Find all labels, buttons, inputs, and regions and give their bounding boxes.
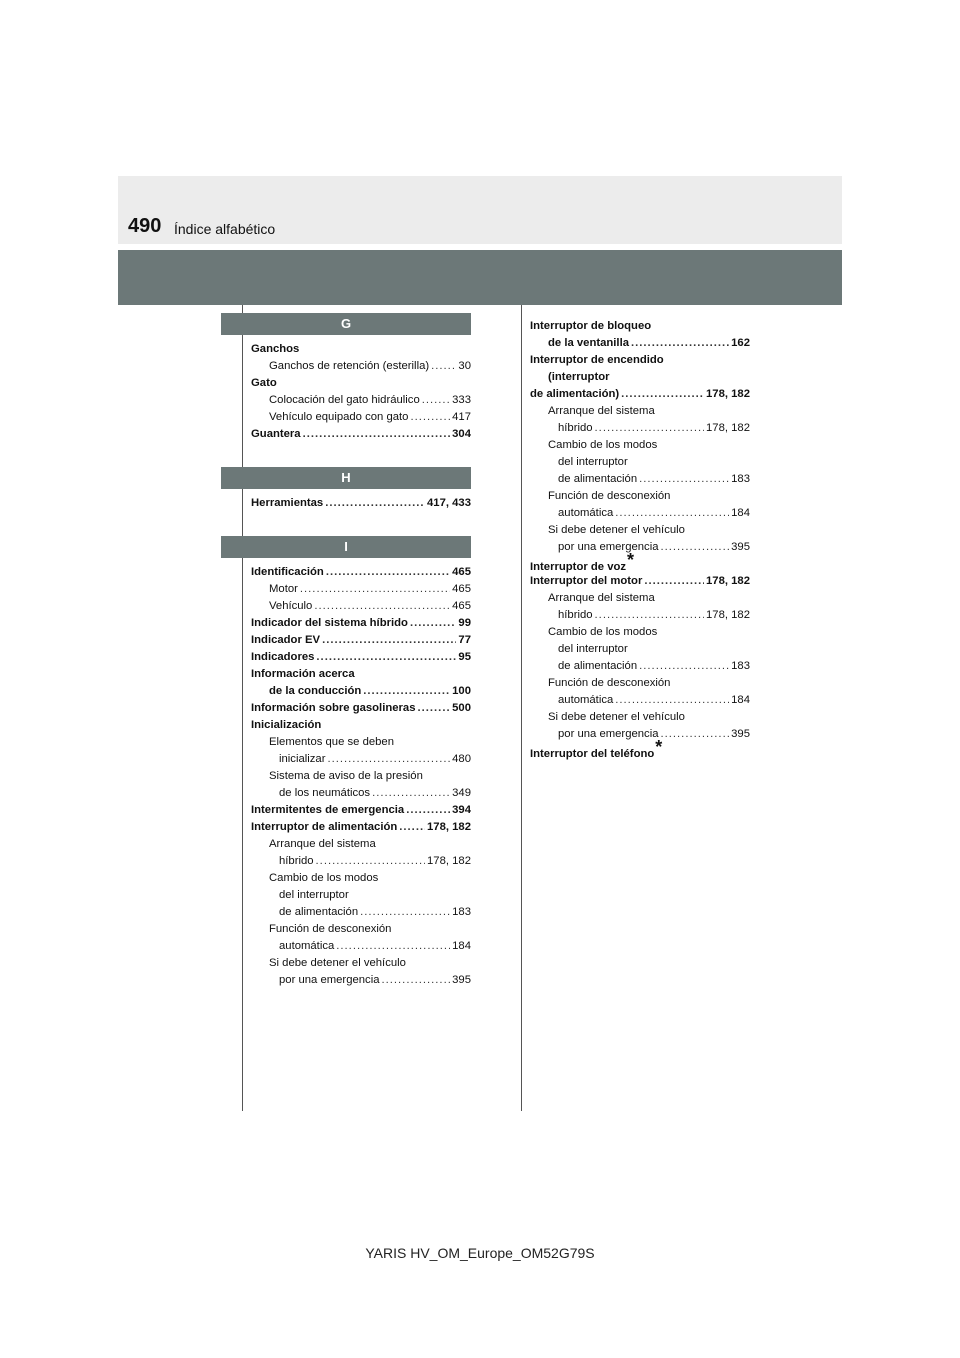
entry-text: Interruptor de bloqueo xyxy=(530,320,652,332)
dot-leader xyxy=(300,581,450,598)
dot-leader xyxy=(595,607,704,624)
page-reference: 183 xyxy=(452,906,471,918)
entry-text: Indicador EV xyxy=(251,634,321,646)
entry-text: del interruptor xyxy=(558,643,628,655)
entry-text: Interruptor de voz xyxy=(530,561,627,573)
index-entry xyxy=(251,938,471,955)
entry-text: inicializar xyxy=(279,753,326,765)
entry-text: Inicialización xyxy=(251,719,322,731)
section-letter-header: I xyxy=(221,536,471,558)
page-reference: 417 xyxy=(452,411,471,423)
entry-text: de los neumáticos xyxy=(279,787,371,799)
index-entry xyxy=(251,853,471,870)
entry-text: Intermitentes de emergencia xyxy=(251,804,405,816)
index-entry xyxy=(530,488,750,505)
index-entry xyxy=(251,649,471,666)
dot-leader xyxy=(660,726,729,743)
entry-text: automática xyxy=(558,694,614,706)
index-column-2 xyxy=(530,318,750,760)
entry-text: Si debe detener el vehículo xyxy=(548,524,685,536)
index-entry xyxy=(530,550,750,573)
entry-text: de la conducción xyxy=(269,685,362,697)
page-reference: 178, 182 xyxy=(427,855,471,867)
page-reference: 95 xyxy=(458,651,471,663)
page-reference: 349 xyxy=(452,787,471,799)
entry-text: Arranque del sistema xyxy=(548,592,655,604)
index-entry xyxy=(530,403,750,420)
entry-text: Gato xyxy=(251,377,277,389)
page-reference: 30 xyxy=(458,360,471,372)
dot-leader xyxy=(410,409,450,426)
entry-text: Función de desconexión xyxy=(269,923,392,935)
page-reference: 178, 182 xyxy=(706,422,750,434)
index-entry xyxy=(251,836,471,853)
index-entry xyxy=(251,785,471,802)
entry-text: Información sobre gasolineras xyxy=(251,702,416,714)
entry-text: Vehículo xyxy=(269,600,313,612)
entry-text: de alimentación xyxy=(279,906,359,918)
dot-leader xyxy=(399,819,425,836)
page-reference: 100 xyxy=(452,685,471,697)
column-rule-right xyxy=(521,305,522,1111)
index-entry xyxy=(530,590,750,607)
page-reference: 184 xyxy=(731,694,750,706)
entry-text: por una emergencia xyxy=(558,541,659,553)
index-entry xyxy=(251,375,471,392)
index-entry xyxy=(530,624,750,641)
dot-leader xyxy=(372,785,450,802)
entry-text: Motor xyxy=(269,583,298,595)
dot-leader xyxy=(381,972,450,989)
entry-text: Interruptor del motor xyxy=(530,575,643,587)
page-reference: 395 xyxy=(731,728,750,740)
index-entry xyxy=(251,972,471,989)
entry-text: Indicadores xyxy=(251,651,315,663)
index-entry xyxy=(530,318,750,335)
chapter-band xyxy=(118,250,842,305)
page-reference: 395 xyxy=(731,541,750,553)
index-entry xyxy=(530,641,750,658)
entry-text: por una emergencia xyxy=(279,974,380,986)
entry-text: híbrido xyxy=(558,422,593,434)
entry-text: Si debe detener el vehículo xyxy=(548,711,685,723)
page-reference: 394 xyxy=(452,804,471,816)
section-entries xyxy=(251,335,471,443)
dot-leader xyxy=(621,386,704,403)
index-entry xyxy=(251,392,471,409)
entry-text: de alimentación xyxy=(558,473,638,485)
index-entry xyxy=(530,437,750,454)
index-entry xyxy=(251,564,471,581)
column-rule-left xyxy=(242,305,243,1111)
page-reference: 162 xyxy=(731,337,750,349)
asterisk-mark: * xyxy=(627,550,635,570)
entry-text: Arranque del sistema xyxy=(548,405,655,417)
dot-leader xyxy=(303,426,451,443)
dot-leader xyxy=(316,853,425,870)
index-entry xyxy=(251,426,471,443)
index-entry xyxy=(530,607,750,624)
index-entry xyxy=(251,581,471,598)
dot-leader xyxy=(631,335,729,352)
dot-leader xyxy=(639,658,729,675)
dot-leader xyxy=(431,358,456,375)
index-entry xyxy=(251,700,471,717)
dot-leader xyxy=(639,471,729,488)
entry-text: de la ventanilla xyxy=(548,337,629,349)
page-reference: 178, 182 xyxy=(706,575,750,587)
dot-leader xyxy=(360,904,450,921)
index-entry xyxy=(530,386,750,403)
entry-text: por una emergencia xyxy=(558,728,659,740)
index-entry xyxy=(530,454,750,471)
page-reference: 333 xyxy=(452,394,471,406)
entry-text: Vehículo equipado con gato xyxy=(269,411,409,423)
page-reference: 395 xyxy=(452,974,471,986)
index-entry xyxy=(251,615,471,632)
index-entry xyxy=(251,683,471,700)
dot-leader xyxy=(615,505,729,522)
index-entry xyxy=(530,352,750,369)
entry-text: Indicador del sistema híbrido xyxy=(251,617,408,629)
index-entry xyxy=(251,802,471,819)
dot-leader xyxy=(615,692,729,709)
page-reference: 178, 182 xyxy=(427,821,471,833)
dot-leader xyxy=(363,683,450,700)
page-reference: 183 xyxy=(731,660,750,672)
entry-text: Interruptor de encendido xyxy=(530,354,664,366)
index-entry xyxy=(530,335,750,352)
index-entry xyxy=(251,921,471,938)
page-reference: 99 xyxy=(458,617,471,629)
index-entry xyxy=(251,904,471,921)
entry-text: Identificación xyxy=(251,566,324,578)
entry-text: Cambio de los modos xyxy=(548,626,658,638)
entry-text: híbrido xyxy=(558,609,593,621)
dot-leader xyxy=(595,420,704,437)
entry-text: híbrido xyxy=(279,855,314,867)
index-entry xyxy=(530,505,750,522)
dot-leader xyxy=(644,573,704,590)
index-entry xyxy=(251,409,471,426)
dot-leader xyxy=(325,495,425,512)
page-reference: 184 xyxy=(452,940,471,952)
index-entry xyxy=(530,573,750,590)
index-entry xyxy=(251,358,471,375)
entry-text: Guantera xyxy=(251,428,301,440)
dot-leader xyxy=(410,615,456,632)
dot-leader xyxy=(660,539,729,556)
index-entry xyxy=(530,471,750,488)
section-entries xyxy=(251,558,471,989)
section-letter-header: H xyxy=(221,467,471,489)
entry-text: Interruptor de alimentación xyxy=(251,821,398,833)
index-entry xyxy=(530,675,750,692)
index-entry xyxy=(530,522,750,539)
entry-text: automática xyxy=(558,507,614,519)
entry-text: Función de desconexión xyxy=(548,490,671,502)
index-entry xyxy=(251,734,471,751)
page-reference: 77 xyxy=(458,634,471,646)
index-entry xyxy=(251,955,471,972)
dot-leader xyxy=(417,700,450,717)
index-entry xyxy=(530,539,750,556)
index-entry xyxy=(251,887,471,904)
index-entry xyxy=(251,632,471,649)
asterisk-mark: * xyxy=(655,737,663,757)
entry-text: de alimentación xyxy=(558,660,638,672)
page-reference: 465 xyxy=(452,566,471,578)
dot-leader xyxy=(422,392,450,409)
dot-leader xyxy=(327,751,450,768)
page-reference: 304 xyxy=(452,428,471,440)
entry-text: Arranque del sistema xyxy=(269,838,376,850)
dot-leader xyxy=(326,564,450,581)
entry-text: Herramientas xyxy=(251,497,324,509)
entry-text: Colocación del gato hidráulico xyxy=(269,394,420,406)
entry-text: Ganchos de retención (esterilla) xyxy=(269,360,430,372)
entry-text: Función de desconexión xyxy=(548,677,671,689)
page-reference: 417, 433 xyxy=(427,497,471,509)
index-entry xyxy=(251,751,471,768)
entry-text: Ganchos xyxy=(251,343,300,355)
dot-leader xyxy=(316,649,456,666)
section-entries xyxy=(251,489,471,512)
section-gap xyxy=(251,512,471,536)
page-reference: 183 xyxy=(731,473,750,485)
section-letter-header: G xyxy=(221,313,471,335)
index-entry xyxy=(251,598,471,615)
index-entry xyxy=(530,726,750,743)
entry-text: del interruptor xyxy=(279,889,349,901)
page-reference: 178, 182 xyxy=(706,388,750,400)
page-reference: 465 xyxy=(452,600,471,612)
entry-text: Cambio de los modos xyxy=(548,439,658,451)
page-number: 490 xyxy=(128,215,162,237)
page-reference: 500 xyxy=(452,702,471,714)
dot-leader xyxy=(314,598,450,615)
entry-text: Información acerca xyxy=(251,668,355,680)
index-entry xyxy=(530,709,750,726)
index-entry xyxy=(251,768,471,785)
index-entry xyxy=(251,870,471,887)
index-entry xyxy=(530,369,750,386)
dot-leader xyxy=(322,632,456,649)
index-entry xyxy=(530,420,750,437)
index-entry xyxy=(530,692,750,709)
page-reference: 480 xyxy=(452,753,471,765)
index-entry xyxy=(530,737,750,760)
index-entry xyxy=(251,666,471,683)
entry-text: (interruptor xyxy=(548,371,610,383)
entry-text: Si debe detener el vehículo xyxy=(269,957,406,969)
page-reference: 465 xyxy=(452,583,471,595)
page-reference: 184 xyxy=(731,507,750,519)
index-column-1 xyxy=(251,313,471,989)
entry-text: automática xyxy=(279,940,335,952)
page-reference: 178, 182 xyxy=(706,609,750,621)
entry-text: Sistema de aviso de la presión xyxy=(269,770,423,782)
dot-leader xyxy=(406,802,450,819)
index-entry xyxy=(251,341,471,358)
entry-text: del interruptor xyxy=(558,456,628,468)
index-entry xyxy=(251,495,471,512)
index-entry xyxy=(530,658,750,675)
dot-leader xyxy=(336,938,450,955)
entry-text: de alimentación) xyxy=(530,388,620,400)
entry-text: Elementos que se deben xyxy=(269,736,394,748)
index-entry xyxy=(251,819,471,836)
footer-model-code: YARIS HV_OM_Europe_OM52G79S xyxy=(365,1245,595,1261)
entry-text: Cambio de los modos xyxy=(269,872,379,884)
index-entry xyxy=(251,717,471,734)
entry-text: Interruptor del teléfono xyxy=(530,748,655,760)
section-gap xyxy=(251,443,471,467)
page-title: Índice alfabético xyxy=(174,221,276,237)
